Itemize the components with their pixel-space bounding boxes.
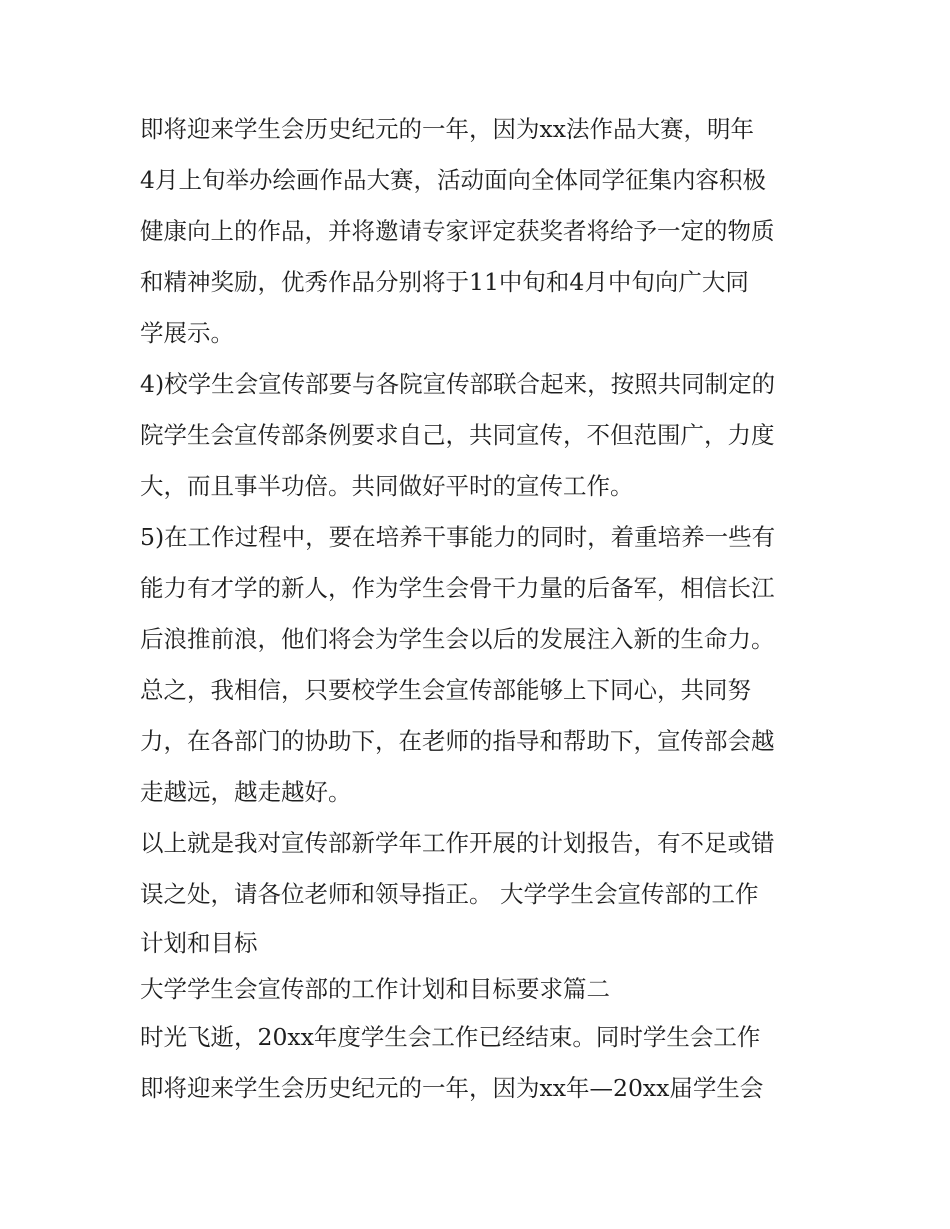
text-line: 4月上旬举办绘画作品大赛，活动面向全体同学征集内容积极 xyxy=(140,166,766,194)
text-line: 学展示。 xyxy=(140,319,234,347)
text-line: 即将迎来学生会历史纪元的一年，因为xx法作品大赛，明年 xyxy=(140,115,755,143)
text-line: 健康向上的作品，并将邀请专家评定获奖者将给予一定的物质 xyxy=(140,217,775,245)
text-line: 后浪推前浪，他们将会为学生会以后的发展注入新的生命力。 xyxy=(140,625,775,653)
text-line: 院学生会宣传部条例要求自己，共同宣传，不但范围广，力度 xyxy=(140,421,775,449)
text-line: 能力有才学的新人，作为学生会骨干力量的后备军，相信长江 xyxy=(140,574,775,602)
text-line: 和精神奖励，优秀作品分别将于11中旬和4月中旬向广大同 xyxy=(140,268,749,296)
text-line: 力，在各部门的协助下，在老师的指导和帮助下，宣传部会越 xyxy=(140,727,775,755)
text-line: 大，而且事半功倍。共同做好平时的宣传工作。 xyxy=(140,472,634,500)
text-line: 走越远，越走越好。 xyxy=(140,778,352,806)
text-line: 计划和目标 xyxy=(140,929,258,957)
document-body xyxy=(140,104,820,1114)
text-line: 误之处，请各位老师和领导指正。 大学学生会宣传部的工作 xyxy=(140,880,759,908)
text-line: 4)校学生会宣传部要与各院宣传部联合起来，按照共同制定的 xyxy=(140,370,776,398)
text-line: 即将迎来学生会历史纪元的一年，因为xx年—20xx届学生会 xyxy=(140,1074,764,1102)
text-line: 总之，我相信，只要校学生会宣传部能够上下同心，共同努 xyxy=(140,676,751,704)
text-line: 时光飞逝，20xx年度学生会工作已经结束。同时学生会工作 xyxy=(140,1023,761,1051)
text-line: 以上就是我对宣传部新学年工作开展的计划报告，有不足或错 xyxy=(140,829,775,857)
text-line: 5)在工作过程中，要在培养干事能力的同时，着重培养一些有 xyxy=(140,523,776,551)
section-heading: 大学学生会宣传部的工作计划和目标要求篇二 xyxy=(140,975,610,1003)
